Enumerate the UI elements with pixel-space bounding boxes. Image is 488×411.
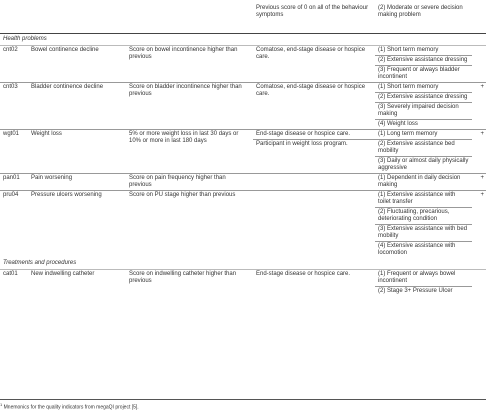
- plus-marker: [472, 287, 486, 297]
- indicator-name: New indwelling catheter: [28, 270, 126, 297]
- indicator-code: pan01: [0, 174, 28, 191]
- indicator-exclusion: End-stage disease or hospice care.: [253, 130, 375, 140]
- risk-adjustment-item: (3) Extensive assistance with bed mobility: [375, 225, 472, 242]
- plus-marker: [472, 208, 486, 225]
- plus-marker: [472, 225, 486, 242]
- table-row: [0, 270, 486, 287]
- risk-adjustment-item: (1) Short term memory: [375, 83, 472, 93]
- indicator-exclusion: [253, 191, 375, 259]
- plus-marker: +: [472, 83, 486, 93]
- indicator-name: Pain worsening: [28, 174, 126, 191]
- indicator-code: cat01: [0, 270, 28, 297]
- table-row: [0, 83, 486, 93]
- table-row: [0, 130, 486, 140]
- plus-marker: +: [472, 130, 486, 140]
- risk-adjustment-item: (2) Extensive assistance dressing: [375, 56, 472, 66]
- risk-adjustment-item: (1) Frequent or always bowel incontinent: [375, 270, 472, 287]
- indicator-exclusion-secondary: Participant in weight loss program.: [253, 140, 375, 174]
- plus-marker: [472, 120, 486, 130]
- risk-adjustment-item: (3) Frequent or always bladder incontinent: [375, 66, 472, 83]
- risk-adjustment-item: (2) Stage 3+ Pressure Ulcer: [375, 287, 472, 297]
- indicator-code: pru04: [0, 191, 28, 259]
- indicator-exclusion: [253, 174, 375, 191]
- plus-marker: [472, 140, 486, 157]
- indicator-criterion: Score on PU stage higher than previous: [126, 191, 253, 259]
- indicator-criterion: Score on indwelling catheter higher than previous: [126, 270, 253, 297]
- risk-adjustment-item: (2) Extensive assistance bed mobility: [375, 140, 472, 157]
- header-previous-score: Previous score of 0 on all of the behaviour symptoms: [253, 1, 375, 34]
- indicator-exclusion: Comatose, end-stage disease or hospice care.: [253, 46, 375, 83]
- plus-marker: +: [472, 174, 486, 191]
- indicator-name: Bowel continence decline: [28, 46, 126, 83]
- indicator-name: Bladder continence decline: [28, 83, 126, 130]
- risk-adjustment-item: (1) Long term memory: [375, 130, 472, 140]
- risk-adjustment-item: (2) Fluctuating, precarious, deteriorating condition: [375, 208, 472, 225]
- header-decision-making: (2) Moderate or severe decision making problem: [375, 1, 486, 34]
- indicator-criterion: Score on bowel incontinence higher than previous: [126, 46, 253, 83]
- indicator-criterion: 5% or more weight loss in last 30 days or 10% or more in last 180 days: [126, 130, 253, 174]
- indicator-code: cnt03: [0, 83, 28, 130]
- risk-adjustment-item: (2) Extensive assistance dressing: [375, 93, 472, 103]
- risk-adjustment-item: (1) Short term memory: [375, 46, 472, 56]
- section-treatments-procedures: [0, 258, 486, 270]
- indicator-exclusion: Comatose, end-stage disease or hospice care.: [253, 83, 375, 130]
- indicator-code: wgt01: [0, 130, 28, 174]
- section-label: Treatments and procedures: [0, 258, 486, 270]
- risk-adjustment-item: (3) Daily or almost daily physically aggressive: [375, 157, 472, 174]
- plus-marker: [472, 56, 486, 66]
- indicator-name: Weight loss: [28, 130, 126, 174]
- indicator-criterion: Score on bladder incontinence higher than previous: [126, 83, 253, 130]
- table-row: [0, 191, 486, 208]
- table-row: [0, 46, 486, 56]
- quality-indicators-table: [0, 1, 486, 296]
- section-health-problems: [0, 34, 486, 46]
- risk-adjustment-item: (4) Weight loss: [375, 120, 472, 130]
- footnote-mark: 1: [0, 402, 3, 407]
- risk-adjustment-item: (4) Extensive assistance with locomotion: [375, 242, 472, 259]
- risk-adjustment-item: (1) Extensive assistance with toilet transfer: [375, 191, 472, 208]
- plus-marker: [472, 157, 486, 174]
- table-header-row: [0, 1, 486, 34]
- risk-adjustment-item: (1) Dependent in daily decision making: [375, 174, 472, 191]
- indicator-exclusion: End-stage disease or hospice care.: [253, 270, 375, 297]
- plus-marker: [472, 93, 486, 103]
- indicator-name: Pressure ulcers worsening: [28, 191, 126, 259]
- section-label: Health problems: [0, 34, 486, 46]
- plus-marker: [472, 103, 486, 120]
- plus-marker: [472, 66, 486, 83]
- table-row: [0, 174, 486, 191]
- indicator-code: cnt02: [0, 46, 28, 83]
- plus-marker: [472, 270, 486, 287]
- table-bottom-rule: [0, 399, 486, 400]
- footnote: [0, 402, 139, 411]
- footnote-text: Mnemonics for the quality indicators from megaQI project [5].: [3, 404, 139, 411]
- plus-marker: +: [472, 191, 486, 208]
- plus-marker: [472, 46, 486, 56]
- plus-marker: [472, 242, 486, 259]
- indicator-criterion: Score on pain frequency higher than previous: [126, 174, 253, 191]
- risk-adjustment-item: (3) Severely impaired decision making: [375, 103, 472, 120]
